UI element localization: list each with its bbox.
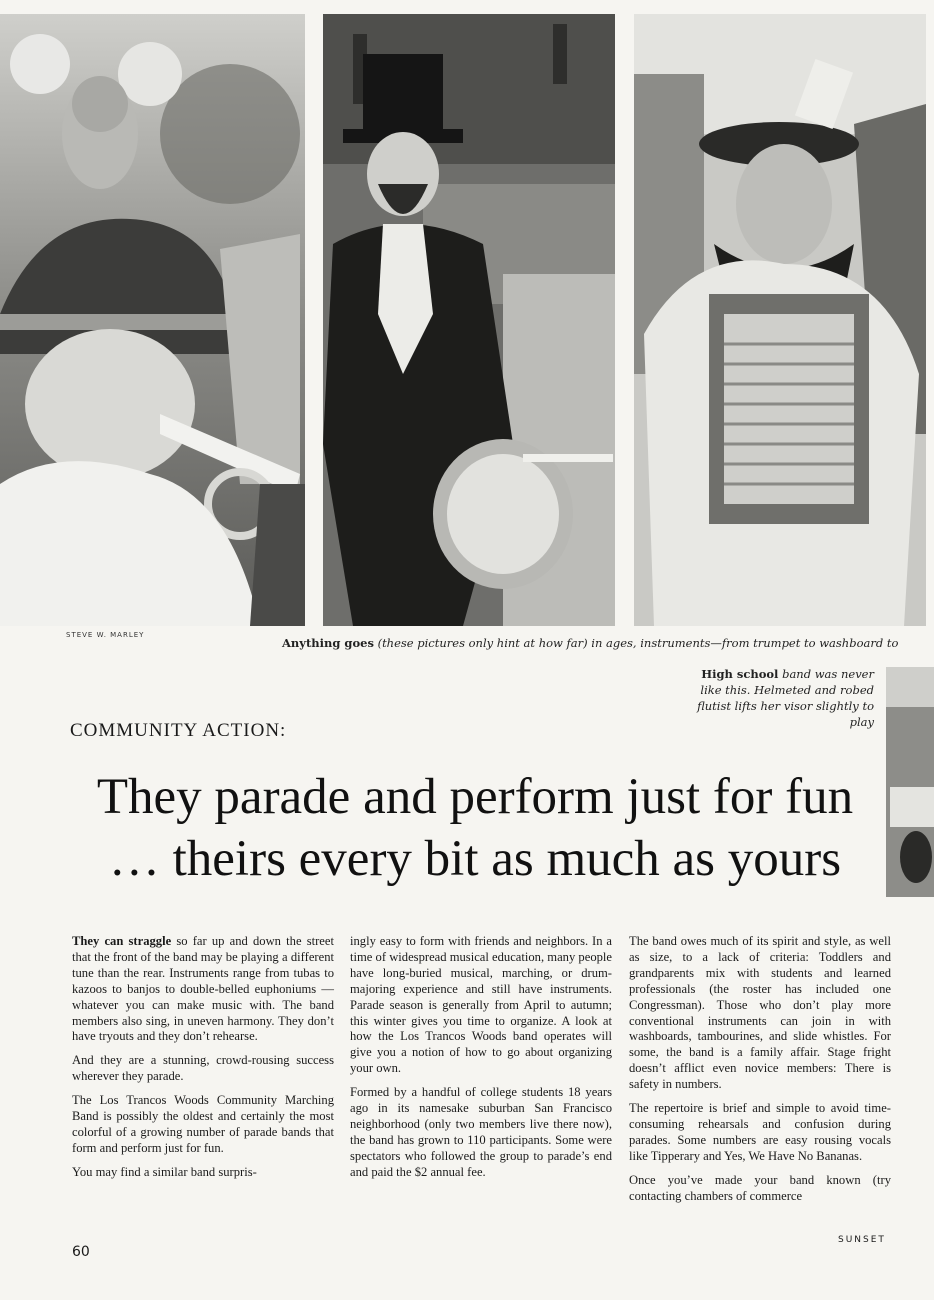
headline-line-1: They parade and perform just for fun <box>96 769 854 825</box>
side-caption-text: band was never like this. Helmeted and robed flutist lifts her visor slightly to play <box>697 667 874 729</box>
magazine-name: SUNSET <box>838 1235 886 1245</box>
side-caption <box>684 666 874 730</box>
caption-text: (these pictures only hint at how far) in ages, instruments—from trumpet to washboard to <box>373 636 899 650</box>
paragraph: Once you’ve made your band known (try contacting chambers of commerce <box>629 1172 891 1203</box>
article-column-2 <box>350 934 612 1189</box>
headline-line-2: … theirs every bit as much as yours <box>108 831 842 887</box>
photo-washboard-player <box>634 14 926 626</box>
side-caption-lead: High school <box>701 667 779 681</box>
caption-lead: Anything goes <box>282 636 374 650</box>
photo-helmeted-flutist <box>0 14 305 626</box>
photo-caption <box>282 636 922 650</box>
article-column-1 <box>72 934 334 1189</box>
paragraph-lead: They can straggle <box>72 934 172 948</box>
paragraph-text: so far up and down the street that the front of the band may be playing a different tune than the rear. Instruments range from tubas to kazoos to banjos to double-belled euphoniums —whatever you can make music with. The band members also sing, in uneven harmony. They don’t have tryouts and they don’t rehearse. <box>72 934 334 1044</box>
photo-tophat-drummer <box>323 14 615 626</box>
page-number: 60 <box>72 1244 90 1260</box>
paragraph: The Los Trancos Woods Community Marching Band is possibly the oldest and certainly the most colorful of a growing number of parade bands that form and perform just for fun. <box>72 1093 334 1155</box>
article-column-3 <box>629 934 891 1213</box>
headline <box>60 766 890 890</box>
section-label: COMMUNITY ACTION: <box>70 720 287 741</box>
paragraph: And they are a stunning, crowd-rousing success wherever they parade. <box>72 1053 334 1084</box>
paragraph: Formed by a handful of college students 18 years ago in its namesake suburban San Francisco neighborhood (only two members live there now), the band has grown to 110 participants. Some were spectators who followed the group to parade’s end and paid the $2 annual fee. <box>350 1085 612 1179</box>
paragraph: You may find a similar band surpris- <box>72 1164 257 1179</box>
paragraph: The band owes much of its spirit and style, as well as size, to a lack of criteria: Toddlers and grandparents mix with students and learned professionals (the roster has included one Congressman). Those who don’t play more conventional instruments can join in with washboards, tambourines, and slide whistles. For some, the band is a family affair. Stage fright doesn’t afflict even novice members: There is safety in numbers. <box>629 934 891 1092</box>
paragraph: The repertoire is brief and simple to avoid time-consuming rehearsals and confusion during parades. Some numbers are easy rousing vocals like Tipperary and Yes, We Have No Bananas. <box>629 1101 891 1163</box>
photo-edge-fragment <box>886 667 934 897</box>
paragraph: ingly easy to form with friends and neighbors. In a time of widespread musical education, many people have long-buried musical, marching, or drum-majoring experience and still have instruments. Parade season is generally from April to autumn; this winter gives you time to organize. A look at how the Los Trancos Woods band operates will give you a notion of how to go about organizing your own. <box>350 934 612 1076</box>
paragraph <box>72 934 334 1045</box>
photo-credit: STEVE W. MARLEY <box>66 631 145 639</box>
